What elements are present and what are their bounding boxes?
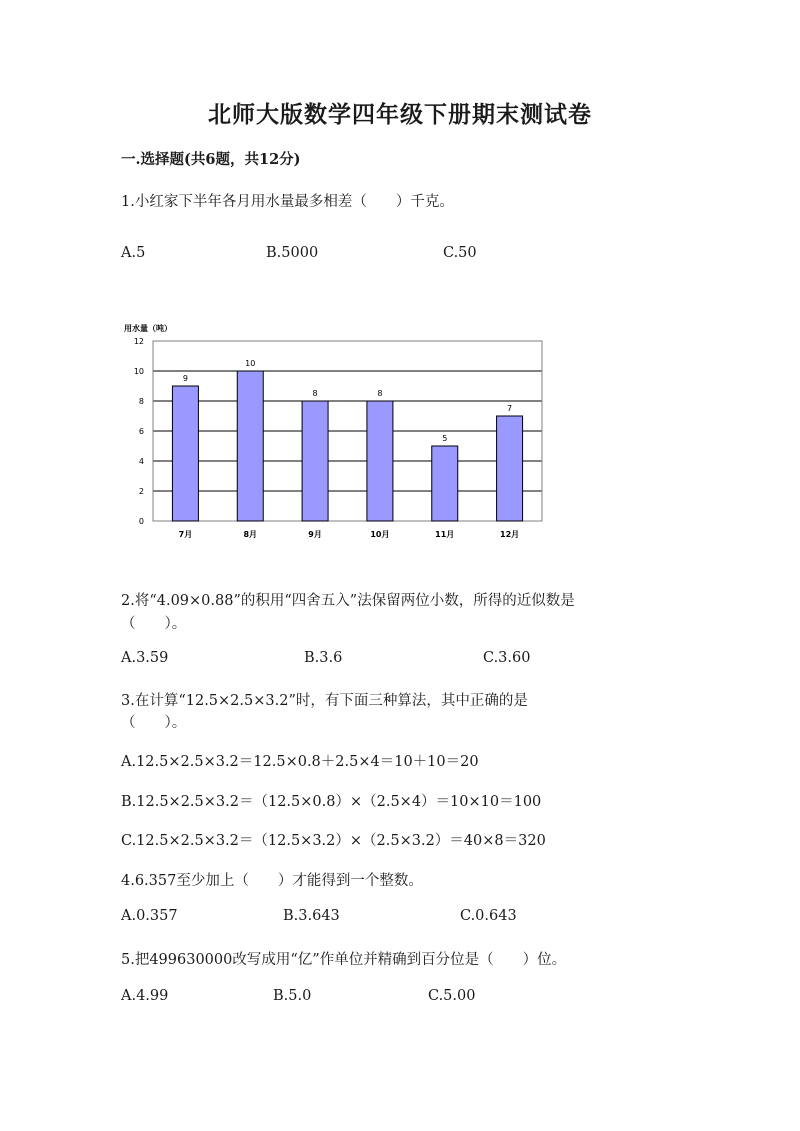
chart-bar xyxy=(172,386,198,521)
chart-x-tick-label: 10月 xyxy=(370,530,390,539)
question-3-option-c[interactable]: C.12.5×2.5×3.2＝（12.5×3.2）×（2.5×3.2）＝40×8＝320 xyxy=(121,833,546,849)
chart-y-tick-label: 12 xyxy=(133,337,144,346)
chart-bar xyxy=(367,401,393,521)
chart-data-label: 7 xyxy=(507,404,513,413)
question-2-option-a[interactable]: A.3.59 xyxy=(121,650,169,666)
question-4-option-a[interactable]: A.0.357 xyxy=(121,908,178,924)
chart-x-tick-label: 11月 xyxy=(435,530,455,539)
question-2-stem-line-1: 2.将“4.09×0.88”的积用“四舍五入”法保留两位小数，所得的近似数是 xyxy=(121,593,575,609)
chart-bar xyxy=(237,371,263,521)
water-usage-chart-svg xyxy=(118,318,558,548)
section-heading: 一.选择题(共6题，共12分) xyxy=(121,151,301,168)
chart-y-tick-label: 4 xyxy=(138,457,144,466)
question-4-stem: 4.6.357至少加上（ ）才能得到一个整数。 xyxy=(121,873,423,889)
question-5-stem: 5.把499630000改写成用“亿”作单位并精确到百分位是（ ）位。 xyxy=(121,952,567,968)
chart-data-label: 5 xyxy=(442,434,448,443)
question-2-option-c[interactable]: C.3.60 xyxy=(483,650,531,666)
question-5-option-b[interactable]: B.5.0 xyxy=(273,988,312,1004)
question-1-option-a[interactable]: A.5 xyxy=(121,245,146,261)
chart-y-tick-label: 2 xyxy=(138,487,144,496)
page-title: 北师大版数学四年级下册期末测试卷 xyxy=(208,101,592,128)
chart-x-tick-label: 7月 xyxy=(178,530,193,539)
chart-bar xyxy=(432,446,458,521)
question-3-option-b[interactable]: B.12.5×2.5×3.2＝（12.5×0.8）×（2.5×4）＝10×10＝100 xyxy=(121,794,542,810)
chart-y-axis-label: 用水量（吨） xyxy=(124,324,172,333)
chart-data-label: 9 xyxy=(182,374,188,383)
chart-bar xyxy=(302,401,328,521)
chart-bar xyxy=(497,416,523,521)
question-1-option-c[interactable]: C.50 xyxy=(443,245,477,261)
question-3-option-a[interactable]: A.12.5×2.5×3.2＝12.5×0.8＋2.5×4＝10＋10＝20 xyxy=(121,754,479,770)
chart-y-tick-label: 10 xyxy=(133,367,144,376)
chart-x-tick-label: 9月 xyxy=(308,530,322,539)
chart-data-label: 8 xyxy=(377,389,383,398)
question-5-option-c[interactable]: C.5.00 xyxy=(428,988,476,1004)
question-1-stem: 1.小红家下半年各月用水量最多相差（ ）千克。 xyxy=(121,194,454,210)
chart-data-label: 8 xyxy=(312,389,318,398)
chart-data-label: 10 xyxy=(245,359,256,368)
question-3-stem-line-1: 3.在计算“12.5×2.5×3.2”时，有下面三种算法，其中正确的是 xyxy=(121,693,528,709)
question-2-option-b[interactable]: B.3.6 xyxy=(304,650,343,666)
chart-y-tick-label: 8 xyxy=(138,397,144,406)
chart-x-tick-label: 12月 xyxy=(500,530,520,539)
chart-y-tick-label: 0 xyxy=(138,517,144,526)
chart-x-tick-label: 8月 xyxy=(243,530,258,539)
question-3-stem-line-2: （ ）。 xyxy=(121,715,187,731)
question-4-option-b[interactable]: B.3.643 xyxy=(283,908,340,924)
chart-y-tick-label: 6 xyxy=(138,427,144,436)
question-2-stem-line-2: （ ）。 xyxy=(121,616,187,632)
question-1-option-b[interactable]: B.5000 xyxy=(266,245,319,261)
question-5-option-a[interactable]: A.4.99 xyxy=(121,988,169,1004)
water-usage-chart xyxy=(118,318,558,548)
question-4-option-c[interactable]: C.0.643 xyxy=(460,908,517,924)
